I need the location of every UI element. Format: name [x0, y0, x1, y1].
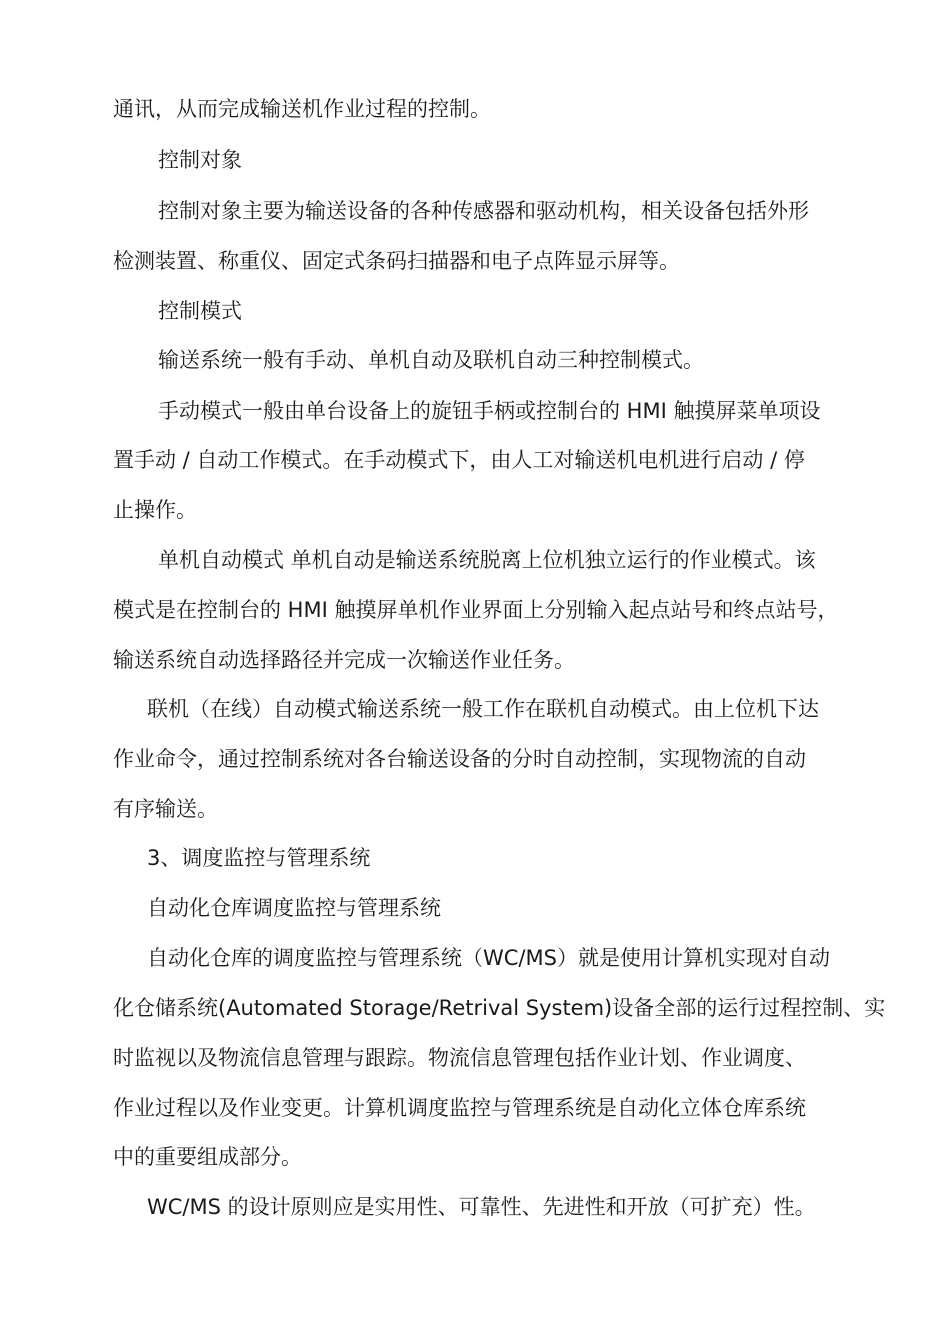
text-line: 通讯，从而完成输送机作业过程的控制。: [113, 97, 491, 121]
text-line: 作业过程以及作业变更。计算机调度监控与管理系统是自动化立体仓库系统: [113, 1096, 806, 1120]
text-line: 中的重要组成部分。: [113, 1145, 302, 1169]
text-line: 单机自动模式 单机自动是输送系统脱离上位机独立运行的作业模式。该: [158, 548, 816, 572]
section-heading: 控制模式: [158, 299, 242, 323]
text-line: 时监视以及物流信息管理与跟踪。物流信息管理包括作业计划、作业调度、: [113, 1046, 806, 1070]
text-line: 手动模式一般由单台设备上的旋钮手柄或控制台的 HMI 触摸屏菜单项设: [158, 399, 821, 423]
section-heading: 3、调度监控与管理系统: [147, 846, 371, 870]
text-line: 有序输送。: [113, 797, 218, 821]
text-line: 化仓储系统(Automated Storage/Retrival System)设备全部的运行过程控制、实: [113, 996, 886, 1020]
section-heading: 自动化仓库调度监控与管理系统: [147, 896, 441, 920]
section-heading: 控制对象: [158, 148, 242, 172]
text-line: 输送系统一般有手动、单机自动及联机自动三种控制模式。: [158, 348, 704, 372]
text-line: 检测装置、称重仪、固定式条码扫描器和电子点阵显示屏等。: [113, 249, 680, 273]
text-line: 控制对象主要为输送设备的各种传感器和驱动机构，相关设备包括外形: [158, 199, 809, 223]
text-line: 联机（在线）自动模式输送系统一般工作在联机自动模式。由上位机下达: [147, 697, 819, 721]
text-line: 自动化仓库的调度监控与管理系统（WC/MS）就是使用计算机实现对自动: [147, 946, 830, 970]
text-line: WC/MS 的设计原则应是实用性、可靠性、先进性和开放（可扩充）性。: [147, 1195, 816, 1219]
text-line: 输送系统自动选择路径并完成一次输送作业任务。: [113, 648, 575, 672]
text-line: 止操作。: [113, 498, 197, 522]
text-line: 作业命令，通过控制系统对各台输送设备的分时自动控制，实现物流的自动: [113, 747, 806, 771]
text-line: 模式是在控制台的 HMI 触摸屏单机作业界面上分别输入起点站号和终点站号，: [113, 598, 839, 622]
text-line: 置手动 / 自动工作模式。在手动模式下，由人工对输送机电机进行启动 / 停: [113, 448, 805, 472]
